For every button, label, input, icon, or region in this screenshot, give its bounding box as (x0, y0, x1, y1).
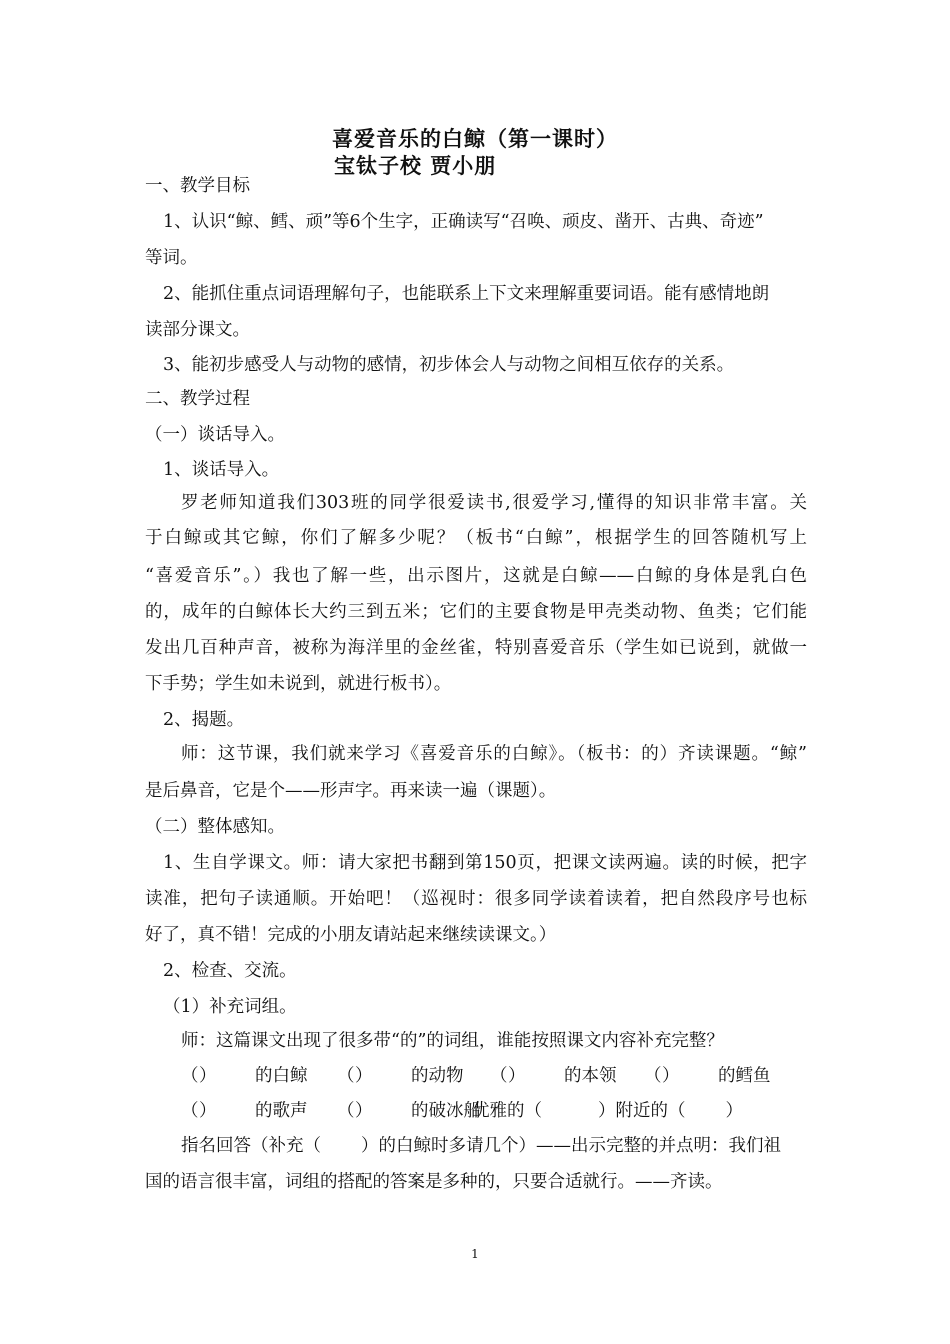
blank-phrase: 的鳕鱼 (718, 1066, 771, 1086)
step-heading: 2、检查、交流。 (163, 961, 297, 981)
paragraph-line: 1、生自学课文。师：请大家把书翻到第150页，把课文读两遍。读的时候，把字 (163, 853, 807, 873)
blank-phrase: 优雅的（ (472, 1101, 542, 1121)
blank-phrase-row: （） 的动物 (337, 1066, 464, 1086)
paragraph-line: 3、能初步感受人与动物的感情，初步体会人与动物之间相互依存的关系。 (163, 355, 735, 375)
paragraph-line: 1、认识“鲸、鳕、顽”等6个生字，正确读写“召唤、顽皮、凿开、古典、奇迹” (163, 212, 764, 232)
document-author: 宝钛子校 贾小朋 (334, 153, 497, 178)
blank-phrase: 的破冰船 (411, 1101, 481, 1121)
paragraph-line: 是后鼻音，它是个——形声字。再来读一遍（课题）。 (145, 781, 557, 801)
paragraph-line: 读部分课文。 (145, 320, 250, 340)
blank-phrase: 的动物 (411, 1066, 464, 1086)
blank-phrase-row: （） 的鳕鱼 (644, 1066, 771, 1086)
blank-phrase: 的白鲸 (255, 1066, 308, 1086)
section-heading-goals: 一、教学目标 (145, 176, 250, 196)
blank-phrase: 的歌声 (255, 1101, 308, 1121)
section-heading-process: 二、教学过程 (145, 389, 250, 409)
paragraph-line: 下手势；学生如未说到，就进行板书）。 (145, 674, 452, 694)
blank-phrase-row (472, 1103, 743, 1121)
paragraph-line: 发出几百种声音，被称为海洋里的金丝雀，特别喜爱音乐（学生如已说到，就做一 (145, 638, 807, 658)
blank-phrase-row: （） 的破冰船 (337, 1101, 481, 1121)
blank-phrase: 的本领 (564, 1066, 617, 1086)
paragraph-line: 罗老师知道我们303班的同学很爱读书,很爱学习,懂得的知识非常丰富。关 (181, 493, 807, 513)
paragraph-line: 国的语言很丰富，词组的搭配的答案是多种的，只要合适就行。——齐读。 (145, 1172, 723, 1192)
step-heading: 2、揭题。 (163, 710, 245, 730)
paragraph-line: “喜爱音乐”。）我也了解一些，出示图片，这就是白鲸——白鲸的身体是乳白色 (145, 566, 807, 586)
paragraph-text: 指名回答（补充（ (181, 1136, 321, 1156)
blank-phrase-row: （） 的歌声 (181, 1101, 308, 1121)
page-number: 1 (471, 1247, 479, 1261)
subsection-heading: （二）整体感知。 (145, 817, 285, 837)
blank-phrase: ） (725, 1101, 743, 1121)
sub-step-heading: （1）补充词组。 (163, 997, 297, 1017)
document-title: 喜爱音乐的白鲸（第一课时） (332, 126, 618, 151)
paragraph-line: 好了，真不错！完成的小朋友请站起来继续读课文。） (145, 925, 557, 945)
step-heading: 1、谈话导入。 (163, 460, 280, 480)
paragraph-line: 师：这节课，我们就来学习《喜爱音乐的白鲸》。（板书：的）齐读课题。“鲸” (181, 744, 807, 764)
paragraph-line: 等词。 (145, 248, 198, 268)
paragraph-line: 于白鲸或其它鲸，你们了解多少呢？（板书“白鲸”，根据学生的回答随机写上 (145, 528, 807, 548)
paragraph-line: 的，成年的白鲸体长大约三到五米；它们的主要食物是甲壳类动物、鱼类；它们能 (145, 602, 807, 622)
paragraph-line (181, 1138, 807, 1156)
paragraph-line: 读准，把句子读通顺。开始吧！（巡视时：很多同学读着读着，把自然段序号也标 (145, 889, 807, 909)
blank-phrase-row: （） 的本领 (490, 1066, 617, 1086)
paragraph-text: ）的白鲸时多请几个）——出示完整的并点明：我们祖 (361, 1136, 781, 1156)
paragraph-line: 2、能抓住重点词语理解句子，也能联系上下文来理解重要词语。能有感情地朗 (163, 284, 770, 304)
blank-phrase: ）附近的（ (598, 1101, 686, 1121)
subsection-heading: （一）谈话导入。 (145, 425, 285, 445)
blank-phrase-row: （） 的白鲸 (181, 1066, 308, 1086)
paragraph-line: 师：这篇课文出现了很多带“的”的词组，谁能按照课文内容补充完整？ (181, 1031, 724, 1051)
